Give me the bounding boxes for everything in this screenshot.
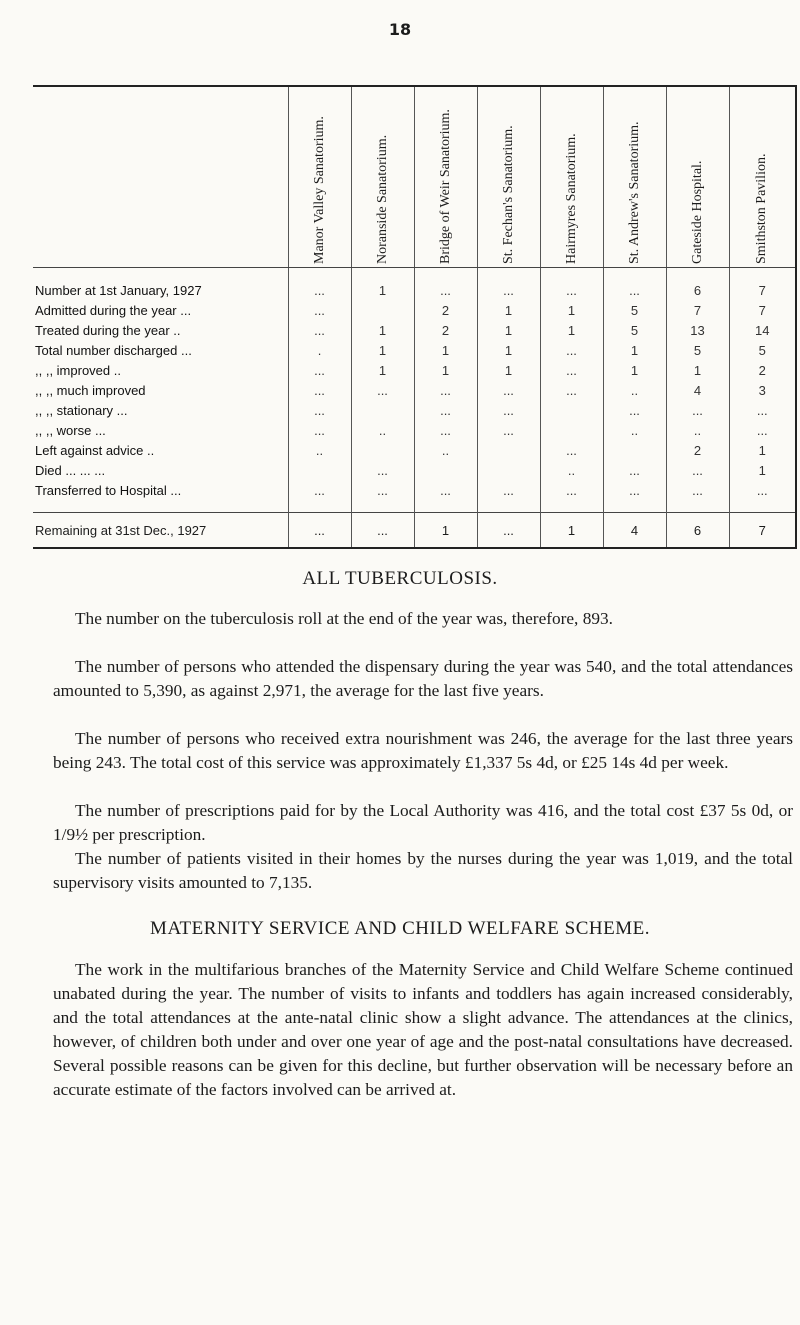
table-cell: 1 — [477, 320, 540, 340]
table-cell: ... — [603, 281, 666, 301]
section-heading-maternity: MATERNITY SERVICE AND CHILD WELFARE SCHEME. — [150, 918, 650, 939]
table-cell — [288, 460, 351, 480]
page-number: 18 — [388, 20, 412, 39]
table-cell: .. — [666, 420, 729, 440]
table-row — [33, 380, 796, 400]
table-row — [33, 480, 796, 500]
row-label: Died ... ... ... — [35, 462, 106, 478]
table-cell: 1 — [477, 360, 540, 380]
table-cell: 1 — [729, 440, 796, 460]
table-cell — [351, 400, 414, 420]
table-cell: ... — [666, 480, 729, 500]
table-cell: 1 — [540, 300, 603, 320]
table-cell: 4 — [603, 513, 666, 548]
table-cell: ... — [351, 480, 414, 500]
table-cell — [603, 440, 666, 460]
table-cell: ... — [414, 281, 477, 301]
table-cell: 13 — [666, 320, 729, 340]
table-cell: ... — [414, 380, 477, 400]
table-cell: 2 — [414, 300, 477, 320]
table-cell: . — [288, 340, 351, 360]
table-spacer-row — [33, 268, 796, 281]
row-label: Total number discharged ... — [35, 342, 192, 358]
table-cell: .. — [603, 420, 666, 440]
table-cell: ... — [540, 440, 603, 460]
table-row — [33, 420, 796, 440]
table-cell: 1 — [414, 513, 477, 548]
table-cell: 1 — [666, 360, 729, 380]
table-cell: 5 — [603, 320, 666, 340]
table-cell — [540, 400, 603, 420]
table-cell: ... — [729, 420, 796, 440]
row-label: ,, ,, stationary ... — [35, 402, 128, 418]
table-cell: 1 — [729, 460, 796, 480]
table-cell: ... — [288, 281, 351, 301]
table-cell: ... — [666, 400, 729, 420]
table-cell: ... — [540, 380, 603, 400]
table-cell: .. — [414, 440, 477, 460]
table-cell: 6 — [666, 513, 729, 548]
table-cell — [351, 440, 414, 460]
table-cell: 1 — [540, 320, 603, 340]
table-body — [33, 268, 796, 549]
table-cell: ... — [414, 400, 477, 420]
column-header: St. Andrew's Sanatorium. — [603, 86, 666, 268]
table-cell: ... — [540, 340, 603, 360]
table-cell: 4 — [666, 380, 729, 400]
table-spacer-row — [33, 500, 796, 513]
table-cell: 1 — [603, 340, 666, 360]
column-header: Manor Valley Sanatorium. — [288, 86, 351, 268]
table-cell — [477, 460, 540, 480]
table-cell: ... — [477, 281, 540, 301]
table-cell: ... — [477, 480, 540, 500]
table-cell: 7 — [729, 300, 796, 320]
table-cell: 1 — [540, 513, 603, 548]
table-cell — [351, 300, 414, 320]
row-label: Admitted during the year ... — [35, 302, 192, 318]
table-cell: 1 — [477, 340, 540, 360]
table-cell: ... — [603, 400, 666, 420]
paragraph: The work in the multifarious branches of the Maternity Service and Child Welfare Scheme continued unabated during the year. The number of visits to infants and toddlers has again increased considerably, and the total attendances at the ante-natal clinic show a slight advance. The attendances at the clinics, however, of children both under and over one year of age and the post-natal consultations have decreased. Several possible reasons can be given for this decline, but further observation will be necessary before an accurate estimate of the factors involved can be arrived at. — [53, 960, 793, 1099]
paragraph: The number of prescriptions paid for by the Local Authority was 416, and the total cost £37 5s 0d, or 1/9½ per prescription. — [53, 801, 793, 844]
table-cell: 1 — [414, 360, 477, 380]
table-cell: ... — [288, 513, 351, 548]
table-cell: 1 — [603, 360, 666, 380]
table-header-row — [33, 86, 796, 268]
table-cell — [414, 460, 477, 480]
column-header: Gateside Hospital. — [666, 86, 729, 268]
table-cell: ... — [666, 460, 729, 480]
table-cell — [540, 420, 603, 440]
table-cell: 5 — [666, 340, 729, 360]
table-cell: ... — [288, 360, 351, 380]
paragraph: The number of persons who received extra nourishment was 246, the average for the last three years being 243. The total cost of this service was approximately £1,337 5s 4d, or £25 14s 4d per week. — [53, 729, 793, 772]
table-cell: ... — [351, 380, 414, 400]
table-cell: ... — [288, 480, 351, 500]
table-cell: ... — [288, 320, 351, 340]
row-label: Transferred to Hospital ... — [35, 482, 182, 498]
column-header: Hairmyres Sanatorium. — [540, 86, 603, 268]
table-row — [33, 400, 796, 420]
table-cell: ... — [477, 513, 540, 548]
table-cell: ... — [477, 420, 540, 440]
table-cell: .. — [603, 380, 666, 400]
table-cell: 14 — [729, 320, 796, 340]
paragraph: The number of patients visited in their homes by the nurses during the year was 1,019, and the total supervisory visits amounted to 7,135. — [53, 849, 793, 892]
table-cell: 5 — [729, 340, 796, 360]
table-cell: ... — [603, 460, 666, 480]
table-cell: 1 — [477, 300, 540, 320]
table-row — [33, 460, 796, 480]
table-row — [33, 360, 796, 380]
table-cell: ... — [288, 400, 351, 420]
table-cell: 7 — [729, 281, 796, 301]
table-cell: 1 — [414, 340, 477, 360]
table-cell: 7 — [666, 300, 729, 320]
column-header: Bridge of Weir Sanatorium. — [414, 86, 477, 268]
column-header: St. Fechan's Sanatorium. — [477, 86, 540, 268]
table-cell: ... — [414, 480, 477, 500]
table-cell: ... — [288, 420, 351, 440]
table-row — [33, 340, 796, 360]
table-cell: 2 — [666, 440, 729, 460]
table-cell: ... — [351, 460, 414, 480]
table-summary-row — [33, 513, 796, 548]
paragraph: The number of persons who attended the dispensary during the year was 540, and the total attendances amounted to 5,390, as against 2,971, the average for the last five years. — [53, 657, 793, 700]
table-cell: .. — [351, 420, 414, 440]
row-label: Number at 1st January, 1927 — [35, 282, 202, 298]
table-cell: ... — [540, 480, 603, 500]
table-cell: ... — [729, 480, 796, 500]
section-heading-tuberculosis: ALL TUBERCULOSIS. — [302, 568, 498, 589]
paragraph: The number on the tuberculosis roll at the end of the year was, therefore, 893. — [75, 609, 613, 628]
table-cell: 2 — [729, 360, 796, 380]
table-cell: ... — [729, 400, 796, 420]
table-cell: ... — [477, 380, 540, 400]
row-label: Remaining at 31st Dec., 1927 — [33, 513, 288, 548]
table-cell: ... — [414, 420, 477, 440]
table-cell: ... — [288, 300, 351, 320]
table-cell — [477, 440, 540, 460]
table-cell: 3 — [729, 380, 796, 400]
table-cell: 5 — [603, 300, 666, 320]
table-cell: ... — [540, 281, 603, 301]
row-label: Left against advice .. — [35, 442, 155, 458]
table-cell: ... — [603, 480, 666, 500]
table-cell: 1 — [351, 320, 414, 340]
table-cell: .. — [540, 460, 603, 480]
row-label: ,, ,, improved .. — [35, 362, 121, 378]
table-cell: 1 — [351, 360, 414, 380]
row-label: ,, ,, worse ... — [35, 422, 106, 438]
table-cell: 6 — [666, 281, 729, 301]
table-cell: .. — [288, 440, 351, 460]
row-label: ,, ,, much improved — [35, 382, 146, 398]
table-row — [33, 300, 796, 320]
table-corner — [33, 86, 288, 268]
table-cell: 1 — [351, 281, 414, 301]
row-label: Treated during the year .. — [35, 322, 181, 338]
table-row — [33, 440, 796, 460]
table-row — [33, 320, 796, 340]
table-cell: 2 — [414, 320, 477, 340]
table-cell: ... — [288, 380, 351, 400]
table-cell: 7 — [729, 513, 796, 548]
sanatorium-table — [33, 85, 797, 549]
table-cell: ... — [351, 513, 414, 548]
column-header: Noranside Sanatorium. — [351, 86, 414, 268]
table-cell: ... — [477, 400, 540, 420]
table-cell: ... — [540, 360, 603, 380]
table-cell: 1 — [351, 340, 414, 360]
table-row — [33, 281, 796, 301]
column-header: Smithston Pavilion. — [729, 86, 796, 268]
